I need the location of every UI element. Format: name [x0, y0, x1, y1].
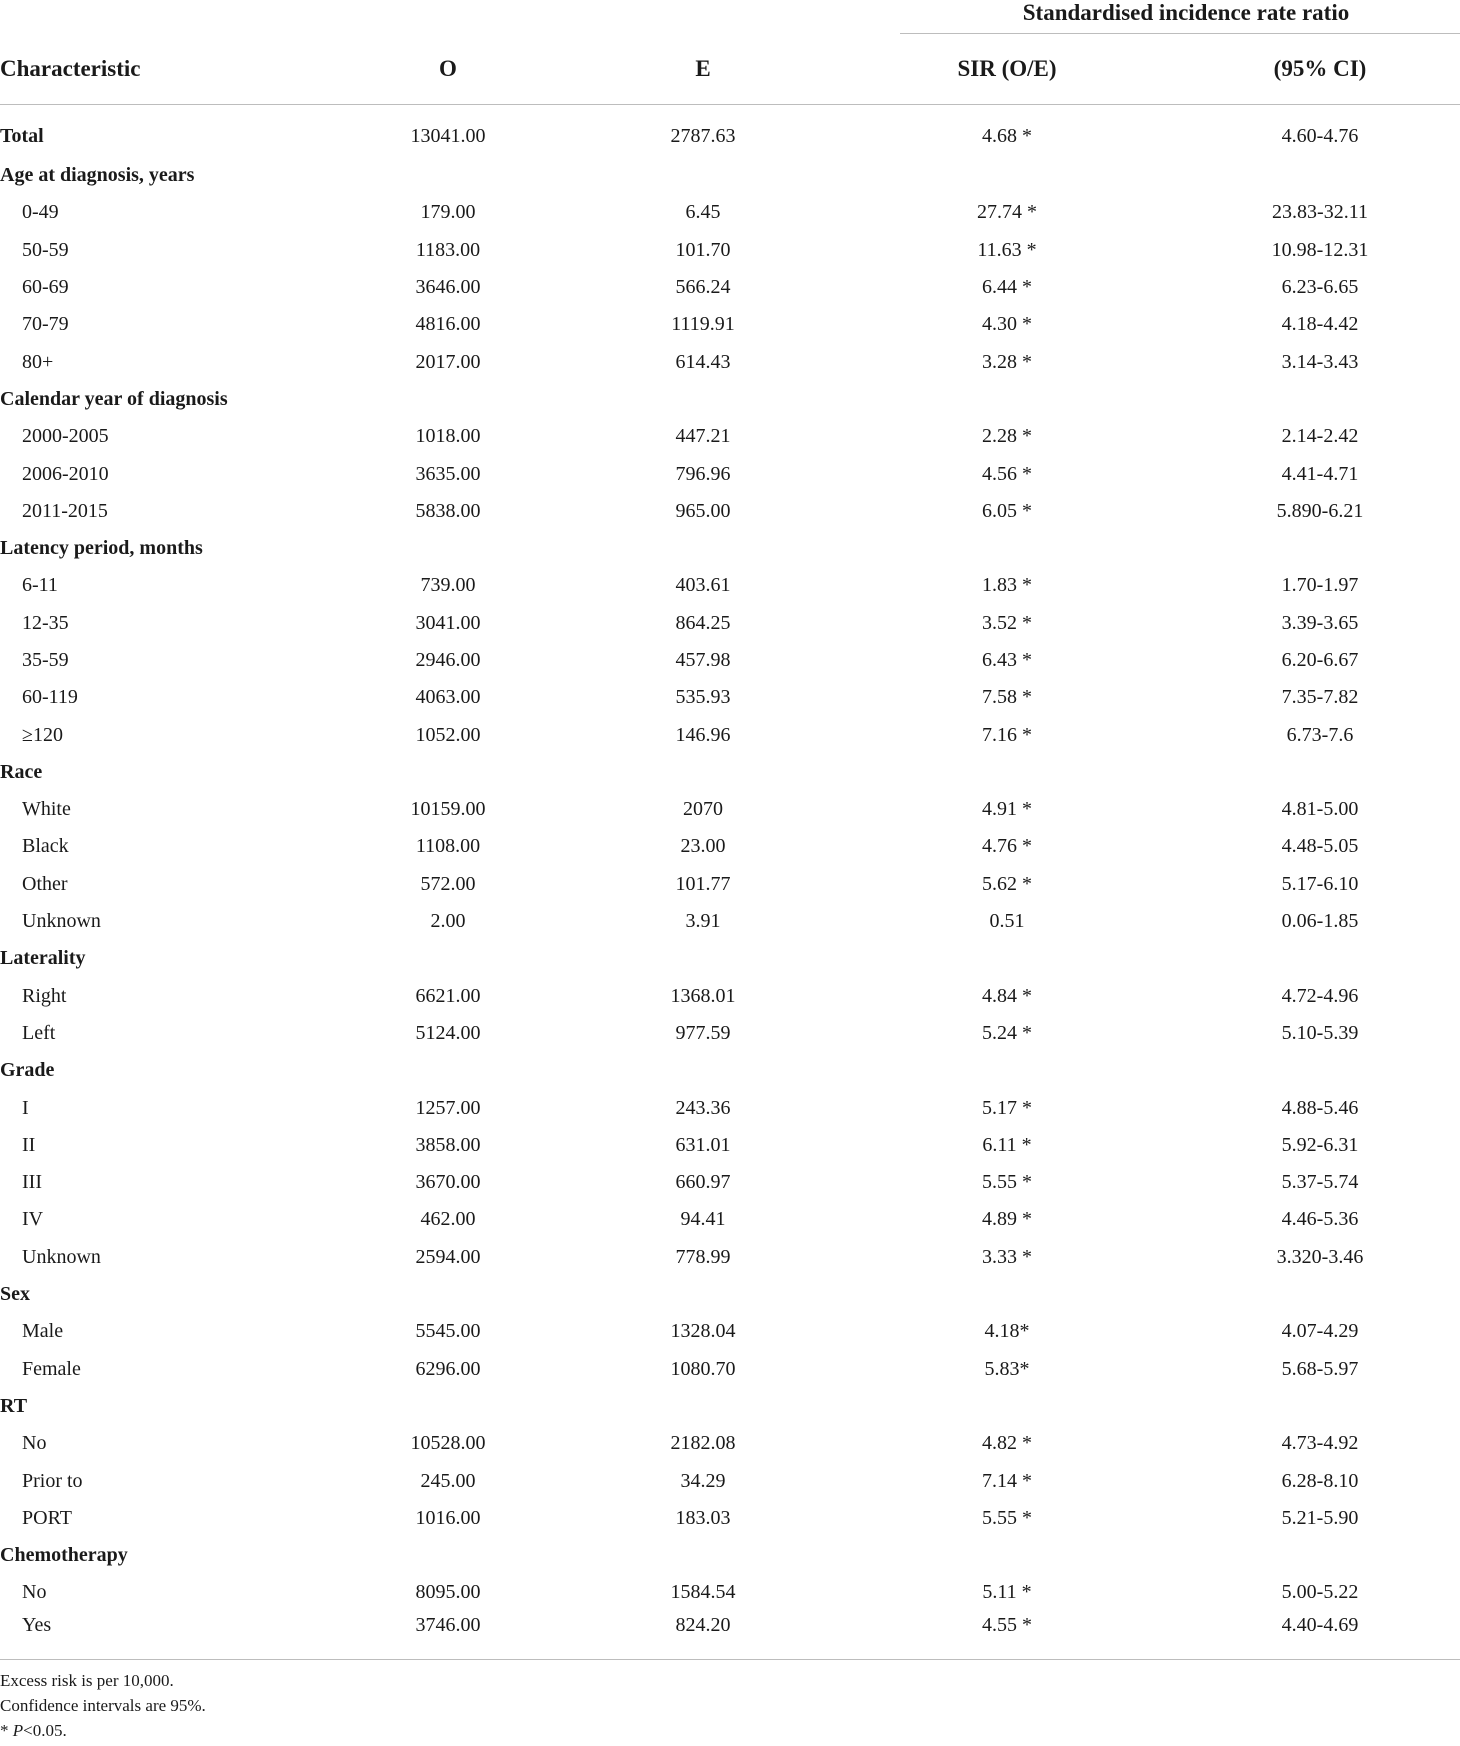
cell-ci: 3.39-3.65	[1281, 611, 1359, 634]
cell-observed: 3858.00	[415, 1133, 481, 1156]
cell-characteristic: Unknown	[22, 910, 101, 933]
cell-ci: 5.37-5.74	[1281, 1171, 1359, 1194]
table-row	[0, 1574, 1460, 1611]
cell-observed: 3646.00	[415, 276, 481, 299]
cell-expected: 977.59	[675, 1021, 731, 1044]
cell-sir	[842, 940, 1134, 977]
cell-expected	[492, 381, 842, 418]
cell-observed	[300, 940, 492, 977]
table-row	[0, 1313, 1460, 1350]
cell-sir	[842, 754, 1134, 791]
cell-characteristic: Calendar year of diagnosis	[0, 387, 228, 410]
cell-sir: 3.33 *	[982, 1245, 1032, 1268]
table-row	[0, 1500, 1460, 1537]
cell-expected: 3.91	[685, 910, 721, 933]
cell-characteristic: Latency period, months	[0, 537, 203, 560]
cell-sir: 4.89 *	[982, 1208, 1032, 1231]
cell-observed: 572.00	[420, 872, 476, 895]
cell-sir	[842, 1388, 1134, 1425]
table-row	[0, 1239, 1460, 1276]
table-header	[0, 0, 1460, 105]
cell-ci	[1134, 940, 1460, 977]
cell-observed: 1016.00	[415, 1506, 481, 1529]
cell-characteristic: Left	[22, 1021, 56, 1044]
cell-characteristic: I	[22, 1096, 29, 1119]
cell-expected: 23.00	[680, 835, 726, 858]
table-row	[0, 157, 1460, 194]
cell-ci: 6.28-8.10	[1281, 1469, 1359, 1492]
cell-characteristic: No	[22, 1432, 47, 1455]
cell-observed: 4816.00	[415, 313, 481, 336]
cell-observed	[300, 754, 492, 791]
cell-observed	[300, 157, 492, 194]
table-body	[0, 105, 1460, 1660]
cell-expected: 864.25	[675, 611, 731, 634]
cell-characteristic: Grade	[0, 1059, 55, 1082]
cell-observed: 6621.00	[415, 984, 481, 1007]
cell-characteristic: Sex	[0, 1283, 30, 1306]
cell-sir: 5.55 *	[982, 1171, 1032, 1194]
cell-sir	[842, 1537, 1134, 1574]
cell-characteristic: 12-35	[22, 611, 69, 634]
table-row	[0, 1164, 1460, 1201]
cell-sir: 3.28 *	[982, 350, 1032, 373]
cell-observed: 3670.00	[415, 1171, 481, 1194]
table-row	[0, 679, 1460, 716]
cell-expected: 101.70	[675, 238, 731, 261]
cell-observed: 245.00	[420, 1469, 476, 1492]
cell-observed: 739.00	[420, 574, 476, 597]
table-row	[0, 1351, 1460, 1388]
cell-ci: 4.07-4.29	[1281, 1320, 1359, 1343]
table-row	[0, 418, 1460, 455]
cell-characteristic: Other	[22, 872, 68, 895]
cell-observed: 462.00	[420, 1208, 476, 1231]
table-row	[0, 493, 1460, 530]
cell-expected	[492, 530, 842, 567]
cell-observed: 1108.00	[415, 835, 481, 858]
table-row	[0, 605, 1460, 642]
cell-sir: 0.51	[989, 910, 1025, 933]
cell-ci: 2.14-2.42	[1281, 425, 1359, 448]
cell-expected: 535.93	[675, 686, 731, 709]
cell-ci	[1134, 157, 1460, 194]
cell-characteristic: 6-11	[22, 574, 58, 597]
column-header-ci: (95% CI)	[1134, 34, 1460, 105]
cell-characteristic: PORT	[22, 1506, 72, 1529]
cell-ci: 10.98-12.31	[1271, 238, 1369, 261]
cell-expected	[492, 940, 842, 977]
cell-expected: 614.43	[675, 350, 731, 373]
column-header-characteristic: Characteristic	[0, 34, 300, 105]
cell-observed: 3746.00	[300, 1612, 492, 1660]
cell-observed: 5545.00	[415, 1320, 481, 1343]
cell-expected	[492, 1537, 842, 1574]
cell-ci: 4.41-4.71	[1281, 462, 1359, 485]
column-header-o: O	[300, 34, 492, 105]
table-footnotes	[0, 1668, 206, 1743]
cell-characteristic: 60-119	[22, 686, 78, 709]
cell-observed	[300, 1052, 492, 1089]
cell-sir: 5.11 *	[982, 1581, 1032, 1604]
cell-sir	[842, 1052, 1134, 1089]
table-row	[0, 1388, 1460, 1425]
column-header-e: E	[492, 34, 842, 105]
cell-sir: 4.30 *	[982, 313, 1032, 336]
cell-expected: 631.01	[675, 1133, 731, 1156]
cell-sir: 2.28 *	[982, 425, 1032, 448]
cell-observed: 4063.00	[415, 686, 481, 709]
cell-ci: 23.83-32.11	[1272, 201, 1368, 224]
cell-observed	[300, 381, 492, 418]
cell-characteristic: Chemotherapy	[0, 1544, 128, 1567]
group-header-row	[0, 0, 1460, 34]
cell-observed: 1018.00	[415, 425, 481, 448]
table-row	[0, 1089, 1460, 1126]
cell-observed: 2594.00	[415, 1245, 481, 1268]
cell-ci: 6.73-7.6	[1286, 723, 1354, 746]
cell-ci: 4.81-5.00	[1281, 798, 1359, 821]
cell-observed: 3041.00	[415, 611, 481, 634]
cell-observed: 1183.00	[415, 238, 481, 261]
cell-expected: 6.45	[685, 201, 721, 224]
cell-characteristic: Race	[0, 760, 43, 783]
cell-ci: 5.890-6.21	[1276, 499, 1364, 522]
cell-ci: 5.17-6.10	[1281, 872, 1359, 895]
cell-expected: 1328.04	[670, 1320, 736, 1343]
cell-expected: 94.41	[680, 1208, 726, 1231]
table-row	[0, 1127, 1460, 1164]
cell-characteristic: 2000-2005	[22, 425, 109, 448]
cell-expected: 101.77	[675, 872, 731, 895]
cell-characteristic: 0-49	[22, 201, 59, 224]
group-header-underline	[900, 33, 1460, 34]
cell-ci	[1134, 754, 1460, 791]
cell-ci	[1134, 530, 1460, 567]
cell-expected: 566.24	[675, 276, 731, 299]
cell-sir: 4.55 *	[842, 1612, 1134, 1660]
cell-sir: 4.68 *	[982, 124, 1032, 147]
cell-characteristic: ≥120	[22, 723, 63, 746]
cell-characteristic: 2006-2010	[22, 462, 109, 485]
cell-expected: 34.29	[680, 1469, 726, 1492]
cell-expected	[492, 157, 842, 194]
cell-ci: 4.48-5.05	[1281, 835, 1359, 858]
cell-sir: 3.52 *	[982, 611, 1032, 634]
table-row	[0, 455, 1460, 492]
cell-characteristic: 60-69	[22, 276, 69, 299]
cell-characteristic: No	[22, 1581, 47, 1604]
cell-expected: 965.00	[675, 499, 731, 522]
cell-characteristic: Female	[22, 1357, 81, 1380]
cell-characteristic: III	[22, 1171, 42, 1194]
cell-ci: 6.23-6.65	[1281, 276, 1359, 299]
cell-characteristic: Laterality	[0, 947, 86, 970]
cell-observed: 1257.00	[415, 1096, 481, 1119]
cell-expected: 146.96	[675, 723, 731, 746]
cell-characteristic: IV	[22, 1208, 44, 1231]
cell-sir: 5.55 *	[982, 1506, 1032, 1529]
group-header-sir: Standardised incidence rate ratio	[842, 0, 1460, 34]
footnote-significance: * P<0.05.	[0, 1721, 67, 1740]
cell-ci	[1134, 1537, 1460, 1574]
cell-sir: 4.82 *	[982, 1432, 1032, 1455]
cell-expected: 660.97	[675, 1171, 731, 1194]
cell-expected	[492, 754, 842, 791]
column-header-row	[0, 34, 1460, 105]
cell-ci: 4.88-5.46	[1281, 1096, 1359, 1119]
cell-sir	[842, 530, 1134, 567]
cell-expected: 778.99	[675, 1245, 731, 1268]
cell-ci	[1134, 381, 1460, 418]
cell-expected: 1119.91	[671, 313, 735, 336]
table-row	[0, 343, 1460, 380]
cell-expected: 243.36	[675, 1096, 731, 1119]
cell-ci: 1.70-1.97	[1281, 574, 1359, 597]
cell-ci: 4.18-4.42	[1281, 313, 1359, 336]
table-row	[0, 530, 1460, 567]
cell-expected	[492, 1052, 842, 1089]
cell-characteristic: 35-59	[22, 649, 69, 671]
cell-ci: 4.40-4.69	[1134, 1612, 1460, 1660]
cell-expected: 1584.54	[670, 1581, 736, 1604]
table-row	[0, 940, 1460, 977]
table-row	[0, 1462, 1460, 1499]
cell-observed: 179.00	[420, 201, 476, 224]
table-row	[0, 381, 1460, 418]
cell-sir: 7.16 *	[982, 723, 1032, 746]
table-row	[0, 754, 1460, 791]
cell-ci: 4.60-4.76	[1281, 124, 1359, 147]
cell-ci: 3.14-3.43	[1281, 350, 1359, 373]
cell-characteristic: Yes	[0, 1612, 300, 1660]
cell-ci: 4.73-4.92	[1281, 1432, 1359, 1455]
cell-sir: 4.18*	[984, 1320, 1030, 1343]
cell-characteristic: Total	[0, 124, 44, 147]
cell-expected: 1368.01	[670, 984, 736, 1007]
cell-sir: 4.84 *	[982, 984, 1032, 1007]
cell-ci: 7.35-7.82	[1281, 686, 1359, 709]
table-row	[0, 567, 1460, 604]
table-row	[0, 232, 1460, 269]
cell-ci: 5.00-5.22	[1281, 1581, 1359, 1604]
cell-ci: 6.20-6.67	[1281, 649, 1359, 671]
cell-observed: 2946.00	[415, 649, 481, 671]
cell-sir: 6.11 *	[982, 1133, 1032, 1156]
cell-characteristic: Black	[22, 835, 69, 858]
cell-characteristic: 2011-2015	[22, 499, 108, 522]
cell-characteristic: Right	[22, 984, 67, 1007]
cell-ci: 5.68-5.97	[1281, 1357, 1359, 1380]
cell-expected: 1080.70	[670, 1357, 736, 1380]
cell-sir: 4.56 *	[982, 462, 1032, 485]
cell-sir: 5.62 *	[982, 872, 1032, 895]
table-row	[0, 1201, 1460, 1238]
cell-ci: 4.46-5.36	[1281, 1208, 1359, 1231]
table-row	[0, 1015, 1460, 1052]
cell-ci: 0.06-1.85	[1281, 910, 1359, 933]
cell-characteristic: Male	[22, 1320, 64, 1343]
table-row	[0, 269, 1460, 306]
table-row	[0, 105, 1460, 158]
cell-ci: 5.92-6.31	[1281, 1133, 1359, 1156]
table-row	[0, 791, 1460, 828]
cell-observed	[300, 1388, 492, 1425]
cell-expected: 447.21	[675, 425, 731, 448]
cell-characteristic: 80+	[22, 350, 54, 373]
cell-expected: 2070	[683, 798, 723, 821]
cell-observed	[300, 1537, 492, 1574]
cell-characteristic: II	[22, 1133, 36, 1156]
cell-characteristic: Prior to	[22, 1469, 83, 1492]
cell-characteristic: 50-59	[22, 238, 69, 261]
cell-ci: 5.21-5.90	[1281, 1506, 1359, 1529]
cell-expected: 796.96	[675, 462, 731, 485]
cell-observed: 10159.00	[410, 798, 486, 821]
cell-observed	[300, 530, 492, 567]
cell-observed: 5124.00	[415, 1021, 481, 1044]
cell-expected: 183.03	[675, 1506, 731, 1529]
table-row	[0, 1537, 1460, 1574]
cell-ci: 4.72-4.96	[1281, 984, 1359, 1007]
table-row	[0, 828, 1460, 865]
cell-sir: 5.17 *	[982, 1096, 1032, 1119]
cell-characteristic: RT	[0, 1394, 28, 1417]
cell-observed: 2017.00	[415, 350, 481, 373]
cell-observed: 8095.00	[415, 1581, 481, 1604]
footnote-confidence-intervals: Confidence intervals are 95%.	[0, 1696, 206, 1715]
cell-sir: 27.74 *	[977, 201, 1037, 224]
cell-sir: 7.58 *	[982, 686, 1032, 709]
cell-observed: 6296.00	[415, 1357, 481, 1380]
table-row	[0, 1425, 1460, 1462]
cell-observed: 2.00	[430, 910, 466, 933]
cell-ci	[1134, 1052, 1460, 1089]
cell-sir: 11.63 *	[977, 238, 1037, 261]
table-row	[0, 978, 1460, 1015]
cell-observed: 13041.00	[410, 124, 486, 147]
cell-expected	[492, 1388, 842, 1425]
cell-sir	[842, 1276, 1134, 1313]
cell-characteristic: White	[22, 798, 71, 821]
cell-sir: 4.91 *	[982, 798, 1032, 821]
cell-sir: 6.43 *	[982, 649, 1032, 671]
cell-sir	[842, 157, 1134, 194]
column-header-sir: SIR (O/E)	[842, 34, 1134, 105]
cell-sir: 7.14 *	[982, 1469, 1032, 1492]
cell-ci	[1134, 1388, 1460, 1425]
cell-sir: 1.83 *	[982, 574, 1032, 597]
cell-expected: 2182.08	[670, 1432, 736, 1455]
cell-sir: 6.44 *	[982, 276, 1032, 299]
table-row	[0, 866, 1460, 903]
table-row	[0, 306, 1460, 343]
cell-sir: 4.76 *	[982, 835, 1032, 858]
cell-expected: 403.61	[675, 574, 731, 597]
cell-observed: 10528.00	[410, 1432, 486, 1455]
cell-expected: 2787.63	[670, 124, 736, 147]
table-row	[0, 194, 1460, 231]
footnote-excess-risk: Excess risk is per 10,000.	[0, 1671, 174, 1690]
cell-observed: 5838.00	[415, 499, 481, 522]
table-row	[0, 1612, 1460, 1660]
cell-characteristic: 70-79	[22, 313, 69, 336]
table-row	[0, 903, 1460, 940]
cell-observed	[300, 1276, 492, 1313]
cell-observed: 1052.00	[415, 723, 481, 746]
cell-sir: 5.24 *	[982, 1021, 1032, 1044]
cell-sir	[842, 381, 1134, 418]
cell-observed: 3635.00	[415, 462, 481, 485]
cell-sir: 5.83*	[984, 1357, 1030, 1380]
cell-expected: 457.98	[675, 649, 731, 671]
table-row	[0, 1276, 1460, 1313]
table-row	[0, 716, 1460, 753]
cell-ci: 5.10-5.39	[1281, 1021, 1359, 1044]
cell-sir: 6.05 *	[982, 499, 1032, 522]
cell-characteristic: Age at diagnosis, years	[0, 164, 195, 187]
cell-expected	[492, 1276, 842, 1313]
table-row	[0, 642, 1460, 679]
cell-expected: 824.20	[492, 1612, 842, 1660]
cell-characteristic: Unknown	[22, 1245, 101, 1268]
cell-ci: 3.320-3.46	[1276, 1245, 1364, 1268]
cell-ci	[1134, 1276, 1460, 1313]
table-row	[0, 1052, 1460, 1089]
